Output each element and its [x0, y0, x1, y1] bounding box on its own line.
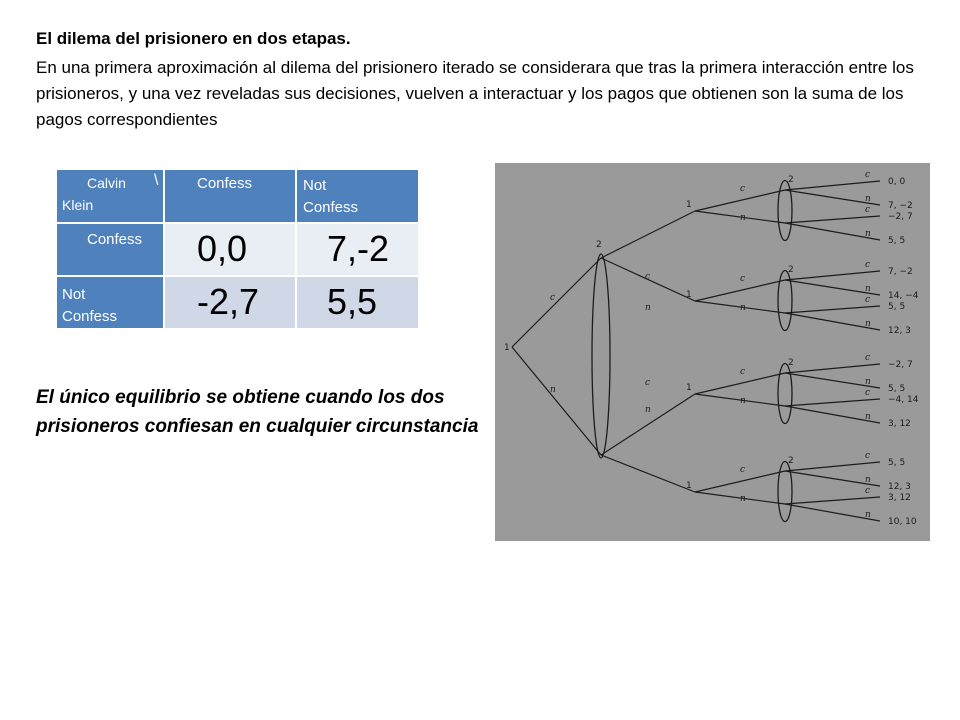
sub3-p1-move-n: n [740, 396, 746, 406]
payoff-cell-nn [296, 276, 418, 328]
sub2-p1-move-n: n [740, 303, 746, 313]
sub3-p2-move-2: n [865, 377, 871, 387]
sub4-p1-move-c: c [740, 465, 746, 475]
sub4-payoff-2: 12, 3 [888, 482, 911, 492]
payoff-value-nc: -2,7 [197, 281, 260, 322]
sub4-payoff-1: 5, 5 [888, 458, 906, 468]
sub3-p2-move-4: n [865, 412, 871, 422]
sub1-p1-move-c: c [740, 184, 746, 194]
sub1-player2-label: 2 [788, 175, 794, 185]
sub2-payoff-3: 5, 5 [888, 302, 906, 312]
sub3-payoff-4: 3, 12 [888, 419, 911, 429]
payoff-cell-cc [164, 223, 296, 276]
sub4-p2-move-4: n [865, 510, 871, 520]
row-header-confess-label: Confess [87, 231, 143, 248]
sub1-p2-move-3: c [865, 205, 871, 215]
stage1-move-n-label-b: n [645, 405, 651, 415]
sub1-payoff-4: 5, 5 [888, 236, 906, 246]
payoff-value-cn: 7,-2 [327, 228, 390, 269]
sub3-payoff-3: −4, 14 [888, 395, 919, 405]
payoff-cell-cn [296, 223, 418, 276]
sub1-payoff-3: −2, 7 [888, 212, 913, 222]
sub1-payoff-2: 7, −2 [888, 201, 913, 211]
stage1-move-c-label-a: c [645, 272, 651, 282]
sub4-p2-move-2: n [865, 475, 871, 485]
sub2-p1-move-c: c [740, 274, 746, 284]
root-node-label: 1 [504, 343, 510, 353]
sub4-payoff-4: 10, 10 [888, 517, 917, 527]
sub1-player1-label: 1 [686, 200, 692, 210]
payoff-table [57, 170, 418, 328]
sub2-player1-label: 1 [686, 290, 692, 300]
sub1-p1-move-n: n [740, 213, 746, 223]
sub2-p2-move-2: n [865, 284, 871, 294]
stage1-player2-label: 2 [596, 240, 602, 250]
sub2-payoff-1: 7, −2 [888, 267, 913, 277]
sub3-player1-label: 1 [686, 383, 692, 393]
corner-player-top: Calvin [87, 175, 126, 191]
col-header-confess [164, 170, 296, 223]
col-header-not-confess-label: Not Confess [303, 177, 359, 216]
sub3-p1-move-c: c [740, 367, 746, 377]
sub3-payoff-2: 5, 5 [888, 384, 906, 394]
sub1-p2-move-4: n [865, 229, 871, 239]
conclusion-text: El único equilibrio se obtiene cuando los dos prisioneros confiesan en cualquier circunstancia [36, 387, 479, 437]
payoff-value-cc: 0,0 [197, 228, 248, 269]
sub1-p2-move-2: n [865, 194, 871, 204]
corner-separator: \ [154, 172, 159, 189]
sub1-payoff-1: 0, 0 [888, 177, 906, 187]
sub3-p2-move-3: c [865, 388, 871, 398]
sub4-player2-label: 2 [788, 456, 794, 466]
row-header-not-confess [57, 276, 164, 328]
sub3-p2-move-1: c [865, 353, 871, 363]
sub2-payoff-2: 14, −4 [888, 291, 919, 301]
sub2-payoff-4: 12, 3 [888, 326, 911, 336]
row-header-confess [57, 223, 164, 276]
sub2-p2-move-3: c [865, 295, 871, 305]
sub2-p2-move-4: n [865, 319, 871, 329]
row-header-not-confess-label: Not Confess [62, 286, 118, 325]
sub3-player2-label: 2 [788, 358, 794, 368]
col-header-confess-label: Confess [197, 175, 253, 192]
sub4-p2-move-3: c [865, 486, 871, 496]
root-move-c-label: c [550, 293, 556, 303]
slide-title: El dilema del prisionero en dos etapas. [36, 29, 351, 48]
payoff-header-row [57, 170, 418, 223]
stage1-move-c-label-b: c [645, 378, 651, 388]
sub4-p2-move-1: c [865, 451, 871, 461]
col-header-not-confess [296, 170, 418, 223]
sub2-p2-move-1: c [865, 260, 871, 270]
intro-paragraph: En una primera aproximación al dilema del prisionero iterado se considerara que tras la primera interacción entre los prisioneros, y una vez reveladas sus decisiones, vuelven a interactuar y los pagos que obtienen son la suma de los pagos correspondientes [36, 58, 914, 129]
sub4-player1-label: 1 [686, 481, 692, 491]
table-corner-cell [57, 170, 164, 223]
game-tree-diagram [495, 163, 930, 541]
sub2-player2-label: 2 [788, 265, 794, 275]
corner-player-left: Klein [62, 197, 94, 213]
sub1-p2-move-1: c [865, 170, 871, 180]
stage1-move-n-label-a: n [645, 303, 651, 313]
payoff-cell-nc [164, 276, 296, 328]
sub4-p1-move-n: n [740, 494, 746, 504]
payoff-row-confess [57, 223, 418, 276]
sub4-payoff-3: 3, 12 [888, 493, 911, 503]
payoff-row-not-confess [57, 276, 418, 328]
payoff-value-nn: 5,5 [327, 281, 378, 322]
sub3-payoff-1: −2, 7 [888, 360, 913, 370]
root-move-n-label: n [550, 385, 556, 395]
